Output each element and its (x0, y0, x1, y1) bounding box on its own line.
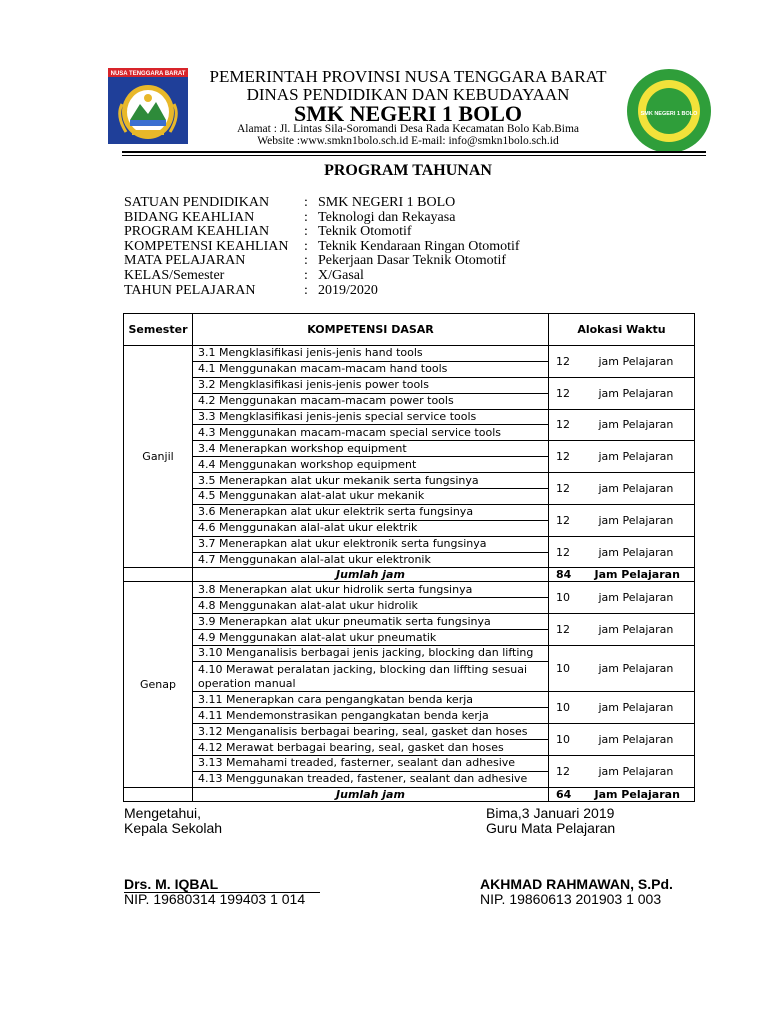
unit-cell: jam Pelajaran (589, 473, 695, 505)
identity-row (124, 211, 520, 226)
kd-cell: 4.1 Menggunakan macam-macam hand tools (193, 361, 549, 377)
kd-cell: 3.6 Menerapkan alat ukur elektrik serta fungsinya (193, 504, 549, 520)
sig-left-nip: NIP. 19680314 199403 1 014 (124, 891, 306, 907)
sig-right-nip: NIP. 19860613 201903 1 003 (480, 891, 662, 907)
identity-value: Teknologi dan Rekayasa (318, 209, 456, 225)
hours-cell: 12 (549, 473, 589, 505)
identity-row (124, 225, 520, 240)
identity-colon: : (304, 267, 308, 283)
unit-cell: jam Pelajaran (589, 692, 695, 724)
unit-cell: jam Pelajaran (589, 504, 695, 536)
identity-value: X/Gasal (318, 267, 364, 283)
table-row (124, 409, 695, 425)
sig-right-place-date: Bima,3 Januari 2019 (486, 805, 615, 821)
unit-cell: jam Pelajaran (589, 755, 695, 787)
header-contact: Website :www.smkn1bolo.sch.id E-mail: info@smkn1bolo.sch.id (257, 135, 559, 147)
table-row (124, 614, 695, 630)
table-header-row (124, 314, 695, 346)
total-blank-cell (124, 787, 193, 801)
identity-label: BIDANG KEAHLIAN (124, 209, 255, 225)
hours-cell: 12 (549, 377, 589, 409)
unit-cell: jam Pelajaran (589, 536, 695, 568)
semester-cell: Genap (124, 582, 193, 787)
identity-label: KELAS/Semester (124, 267, 225, 283)
school-logo (624, 68, 714, 154)
kd-cell: 3.13 Memahami treaded, fasterner, sealant dan adhesive (193, 755, 549, 771)
identity-value: Pekerjaan Dasar Teknik Otomotif (318, 253, 507, 269)
identity-label: KOMPETENSI KEAHLIAN (124, 238, 289, 254)
total-unit: Jam Pelajaran (589, 787, 695, 801)
identity-label: MATA PELAJARAN (124, 253, 246, 269)
table-row (124, 473, 695, 489)
hours-cell: 12 (549, 504, 589, 536)
identity-colon: : (304, 253, 308, 269)
table-body (124, 346, 695, 802)
identity-row (124, 254, 520, 269)
kd-cell: 4.9 Menggunakan alat-alat ukur pneumatik (193, 630, 549, 646)
identity-block (124, 196, 520, 298)
header-school-name: SMK NEGERI 1 BOLO (294, 101, 522, 126)
provincial-logo (108, 68, 188, 144)
header-department: DINAS PENDIDIKAN DAN KEBUDAYAAN (246, 85, 570, 104)
identity-label: SATUAN PENDIDIKAN (124, 195, 270, 210)
identity-value: SMK NEGERI 1 BOLO (318, 195, 456, 210)
unit-cell: jam Pelajaran (589, 377, 695, 409)
total-value: 84 (549, 568, 589, 582)
table-row (124, 504, 695, 520)
kd-cell: 3.9 Menerapkan alat ukur pneumatik serta fungsinya (193, 614, 549, 630)
total-blank-cell (124, 568, 193, 582)
unit-cell: jam Pelajaran (589, 441, 695, 473)
hours-cell: 10 (549, 724, 589, 756)
unit-cell: jam Pelajaran (589, 409, 695, 441)
hours-cell: 10 (549, 692, 589, 724)
header-semester: Semester (124, 314, 193, 346)
sig-left-acknowledged: Mengetahui, (124, 805, 202, 821)
identity-colon: : (304, 209, 308, 225)
kd-cell: 4.5 Menggunakan alat-alat ukur mekanik (193, 489, 549, 505)
total-label: Jumlah jam (193, 787, 549, 801)
kd-cell: 4.13 Menggunakan treaded, fastener, sealant dan adhesive (193, 771, 549, 787)
total-value: 64 (549, 787, 589, 801)
kd-cell: 3.4 Menerapkan workshop equipment (193, 441, 549, 457)
hours-cell: 10 (549, 646, 589, 692)
hours-cell: 10 (549, 582, 589, 614)
kd-cell: 4.2 Menggunakan macam-macam power tools (193, 393, 549, 409)
unit-cell: jam Pelajaran (589, 724, 695, 756)
unit-cell: jam Pelajaran (589, 346, 695, 378)
kd-cell: 3.2 Mengklasifikasi jenis-jenis power tools (193, 377, 549, 393)
kd-cell: 3.10 Menganalisis berbagai jenis jacking, blocking dan lifting (193, 646, 549, 662)
identity-value: 2019/2020 (318, 282, 378, 298)
table-row (124, 536, 695, 552)
kd-cell: 4.7 Menggunakan alal-alat ukur elektronik (193, 552, 549, 568)
table-row (124, 692, 695, 708)
hours-cell: 12 (549, 441, 589, 473)
kd-cell: 3.3 Mengklasifikasi jenis-jenis special service tools (193, 409, 549, 425)
logo-left-banner-text: NUSA TENGGARA BARAT (110, 71, 186, 77)
total-label: Jumlah jam (193, 568, 549, 582)
table-row (124, 441, 695, 457)
unit-cell: jam Pelajaran (589, 614, 695, 646)
sig-right-name: AKHMAD RAHMAWAN, S.Pd. (480, 876, 673, 892)
header-address: Alamat : Jl. Lintas Sila-Soromandi Desa Rada Kecamatan Bolo Kab.Bima (236, 123, 580, 135)
kd-cell: 4.4 Menggunakan workshop equipment (193, 457, 549, 473)
kd-cell: 4.12 Merawat berbagai bearing, seal, gasket dan hoses (193, 740, 549, 756)
sig-right-role: Guru Mata Pelajaran (486, 820, 616, 836)
sig-left-name: Drs. M. IQBAL (124, 876, 219, 892)
identity-colon: : (304, 195, 308, 210)
identity-value: Teknik Otomotif (318, 224, 412, 240)
table-row (124, 755, 695, 771)
kd-cell: 4.10 Merawat peralatan jacking, blocking dan liffting sesuai operation manual (193, 661, 549, 692)
table-row (124, 646, 695, 662)
unit-cell: jam Pelajaran (589, 582, 695, 614)
table-row (124, 346, 695, 362)
total-row (124, 568, 695, 582)
header-alokasi: Alokasi Waktu (549, 314, 695, 346)
table-row (124, 582, 695, 598)
kd-cell: 3.11 Menerapkan cara pengangkatan benda kerja (193, 692, 549, 708)
hours-cell: 12 (549, 614, 589, 646)
kd-cell: 3.12 Menganalisis berbagai bearing, seal, gasket dan hoses (193, 724, 549, 740)
identity-row (124, 284, 520, 299)
table-row (124, 377, 695, 393)
kd-cell: 3.5 Menerapkan alat ukur mekanik serta fungsinya (193, 473, 549, 489)
kd-cell: 3.1 Mengklasifikasi jenis-jenis hand tools (193, 346, 549, 362)
identity-row (124, 240, 520, 255)
kd-cell: 4.11 Mendemonstrasikan pengangkatan benda kerja (193, 708, 549, 724)
identity-value: Teknik Kendaraan Ringan Otomotif (318, 238, 520, 254)
kd-cell: 4.3 Menggunakan macam-macam special service tools (193, 425, 549, 441)
identity-colon: : (304, 238, 308, 254)
kd-cell: 3.7 Menerapkan alat ukur elektronik serta fungsinya (193, 536, 549, 552)
hours-cell: 12 (549, 409, 589, 441)
total-row (124, 787, 695, 801)
kd-cell: 4.8 Menggunakan alat-alat ukur hidrolik (193, 598, 549, 614)
header-kompetensi: KOMPETENSI DASAR (193, 314, 549, 346)
kd-cell: 4.6 Menggunakan alal-alat ukur elektrik (193, 520, 549, 536)
logo-right-text: SMK NEGERI 1 BOLO (640, 111, 698, 117)
identity-label: PROGRAM KEAHLIAN (124, 224, 270, 240)
document-title: PROGRAM TAHUNAN (324, 162, 492, 179)
kd-cell: 3.8 Menerapkan alat ukur hidrolik serta fungsinya (193, 582, 549, 598)
unit-cell: jam Pelajaran (589, 646, 695, 692)
header-rule-thin (122, 155, 706, 156)
total-unit: Jam Pelajaran (589, 568, 695, 582)
identity-row (124, 269, 520, 284)
kompetensi-table (123, 313, 695, 802)
identity-colon: : (304, 224, 308, 240)
identity-row (124, 196, 520, 211)
sig-left-role: Kepala Sekolah (124, 820, 223, 836)
header-rule-thick (122, 151, 706, 153)
semester-cell: Ganjil (124, 346, 193, 568)
header-government: PEMERINTAH PROVINSI NUSA TENGGARA BARAT (209, 67, 607, 86)
hours-cell: 12 (549, 755, 589, 787)
table-row (124, 724, 695, 740)
identity-colon: : (304, 282, 308, 298)
hours-cell: 12 (549, 536, 589, 568)
identity-label: TAHUN PELAJARAN (124, 282, 256, 298)
hours-cell: 12 (549, 346, 589, 378)
